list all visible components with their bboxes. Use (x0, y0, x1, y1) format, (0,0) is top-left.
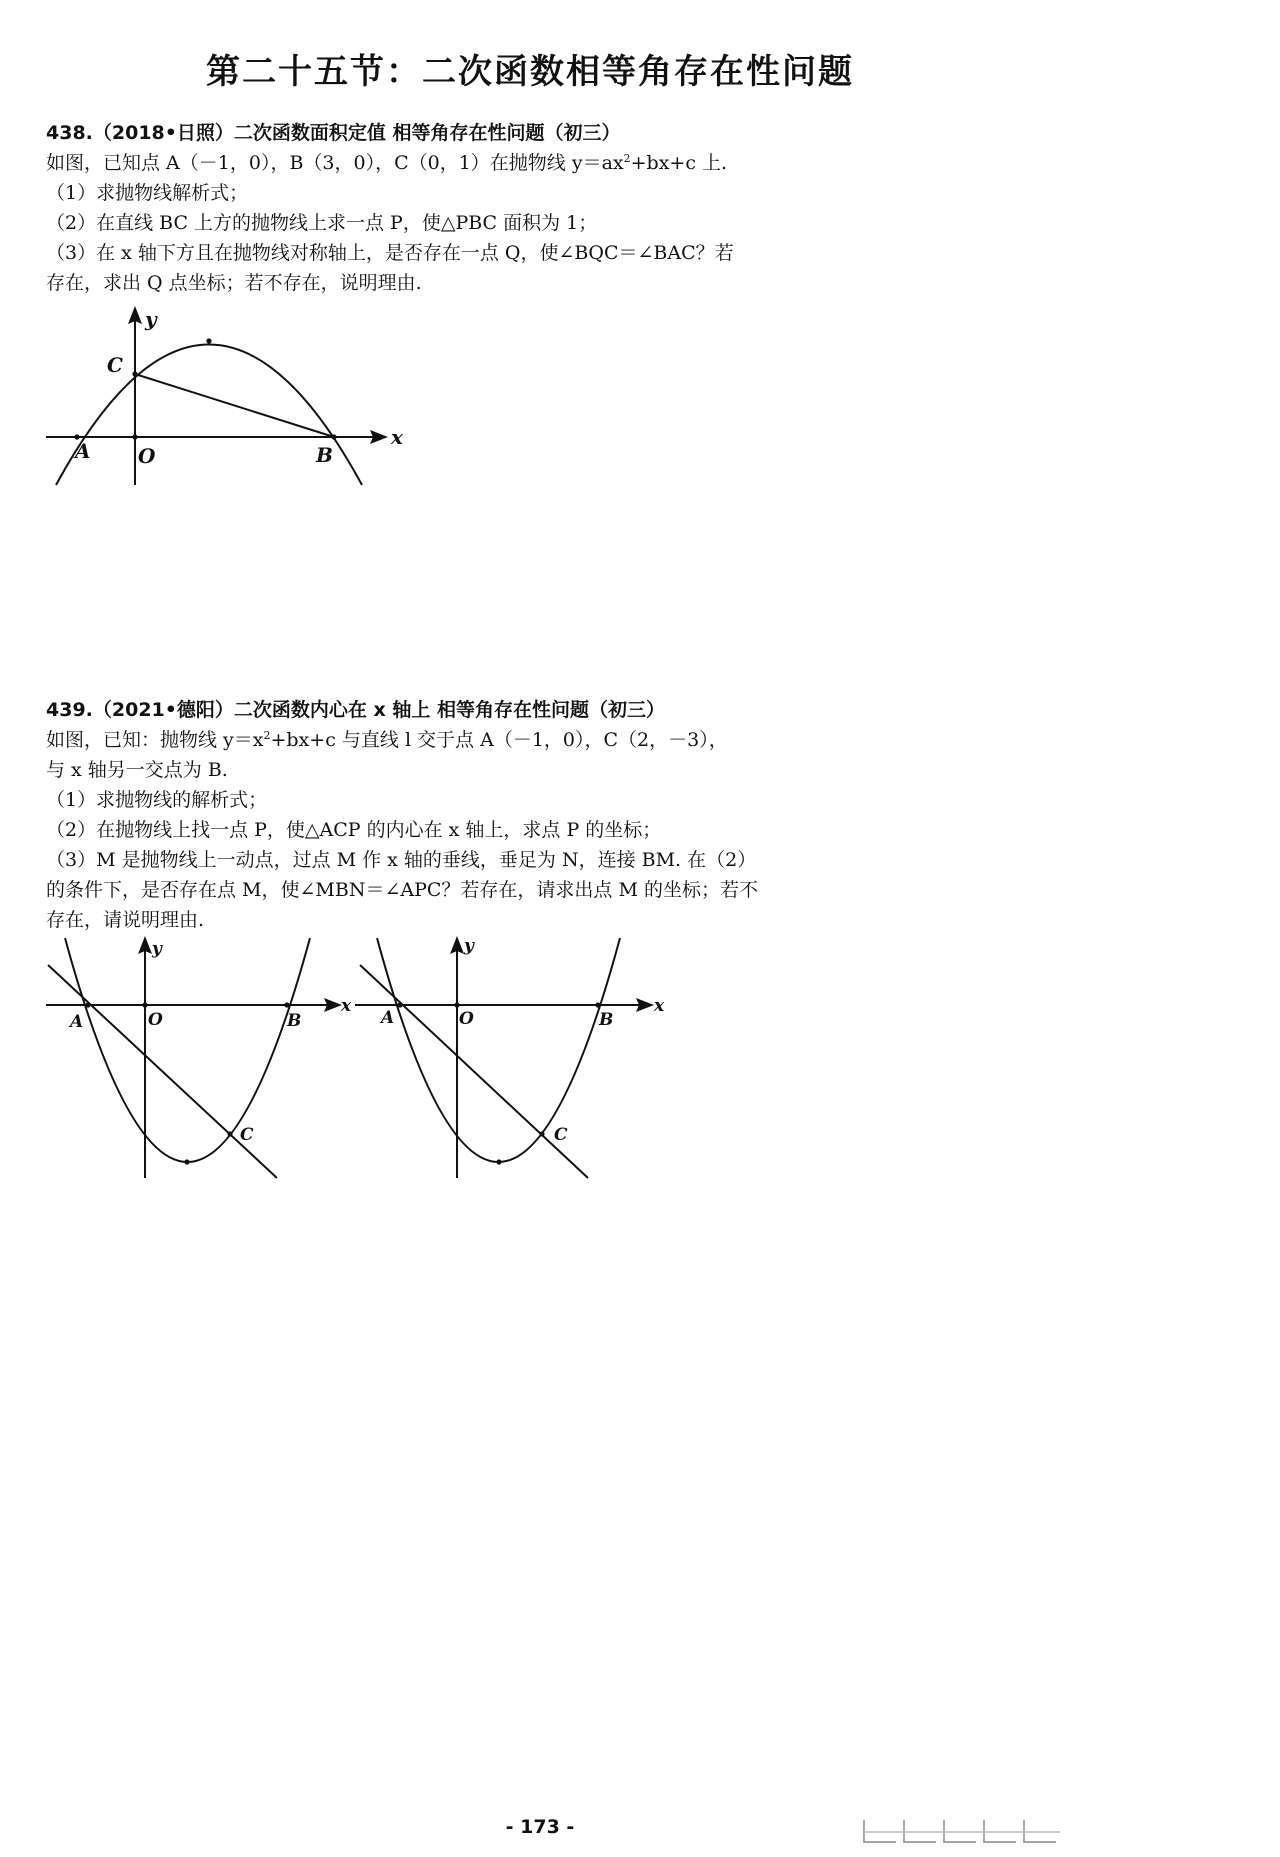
label-y: y (145, 307, 157, 331)
line-l (360, 965, 588, 1178)
problem-line: 与 x 轴另一交点为 B. (46, 759, 228, 781)
page-number: - 173 - (505, 1816, 575, 1838)
problem-line: 如图，已知：抛物线 $y=x^2+bx+c$ 与直线 l 交于点 A（－1，0），C（2，－3）， (46, 729, 728, 751)
label-x: x (341, 996, 352, 1016)
problem-438 (46, 118, 846, 298)
label-y: y (464, 936, 474, 956)
label-o: O (138, 444, 156, 468)
problem-line: 的条件下，是否存在点 M，使∠MBN＝∠APC？若存在，请求出点 M 的坐标；若不 (46, 879, 758, 901)
problem-line: （2）在直线 BC 上方的抛物线上求一点 P，使△PBC 面积为 1； (46, 212, 598, 234)
problem-line: （2）在抛物线上找一点 P，使△ACP 的内心在 x 轴上，求点 P 的坐标； (46, 819, 662, 841)
figure-438 (0, 300, 440, 500)
point-a (85, 1002, 90, 1007)
problem-439 (46, 695, 846, 935)
scan-mark (944, 1820, 976, 1842)
point-a (397, 1002, 402, 1007)
point-c (539, 1131, 544, 1136)
point-o (132, 434, 137, 439)
problem-line: 存在，求出 Q 点坐标；若不存在，说明理由. (46, 272, 422, 294)
label-a: A (381, 1008, 395, 1028)
figure-439-left (0, 930, 370, 1190)
problem-line: 存在，请说明理由. (46, 909, 205, 931)
label-c: C (240, 1125, 254, 1145)
problem-heading: 438.（2018•日照）二次函数面积定值 相等角存在性问题（初三） (46, 122, 621, 144)
label-a: A (70, 1012, 84, 1032)
scan-mark (864, 1820, 896, 1842)
figure-439-right (350, 930, 680, 1190)
label-o: O (148, 1010, 163, 1030)
segment-cb (135, 374, 334, 437)
scan-edge-marks (860, 1818, 1070, 1846)
section-title: 第二十五节：二次函数相等角存在性问题 (206, 52, 854, 92)
problem-heading: 439.（2021•德阳）二次函数内心在 x 轴上 相等角存在性问题（初三） (46, 699, 666, 721)
scan-mark (1024, 1820, 1056, 1842)
point-b (331, 434, 336, 439)
problem-line: （3）在 x 轴下方且在抛物线对称轴上，是否存在一点 Q，使∠BQC＝∠BAC？若 (46, 242, 734, 264)
problem-line: （1）求抛物线的解析式； (46, 789, 268, 811)
label-b: B (599, 1010, 614, 1030)
label-x: x (391, 425, 403, 449)
label-b: B (316, 443, 333, 467)
label-x: x (654, 996, 665, 1016)
parabola (377, 938, 620, 1162)
point-c (227, 1131, 232, 1136)
scan-mark (904, 1820, 936, 1842)
label-b: B (287, 1011, 302, 1031)
point-b (595, 1002, 600, 1007)
point-c (132, 371, 137, 376)
label-c: C (107, 353, 123, 377)
vertex-point (496, 1159, 501, 1164)
point-o (454, 1002, 459, 1007)
vertex-point (184, 1159, 189, 1164)
point-b (284, 1002, 289, 1007)
label-c: C (554, 1125, 568, 1145)
label-a: A (75, 439, 91, 463)
label-o: O (459, 1009, 474, 1029)
vertex-point (206, 338, 211, 343)
point-o (142, 1002, 147, 1007)
scan-mark (984, 1820, 1016, 1842)
problem-line: （3）M 是抛物线上一动点，过点 M 作 x 轴的垂线，垂足为 N，连接 BM. 在（2） (46, 849, 757, 871)
line-l (48, 965, 277, 1178)
problem-line: 如图，已知点 A（－1，0），B（3，0），C（0，1）在抛物线 $y=ax^2+bx+c$ 上. (46, 152, 728, 174)
problem-line: （1）求抛物线解析式； (46, 182, 249, 204)
label-y: y (152, 939, 162, 959)
parabola (65, 938, 310, 1162)
